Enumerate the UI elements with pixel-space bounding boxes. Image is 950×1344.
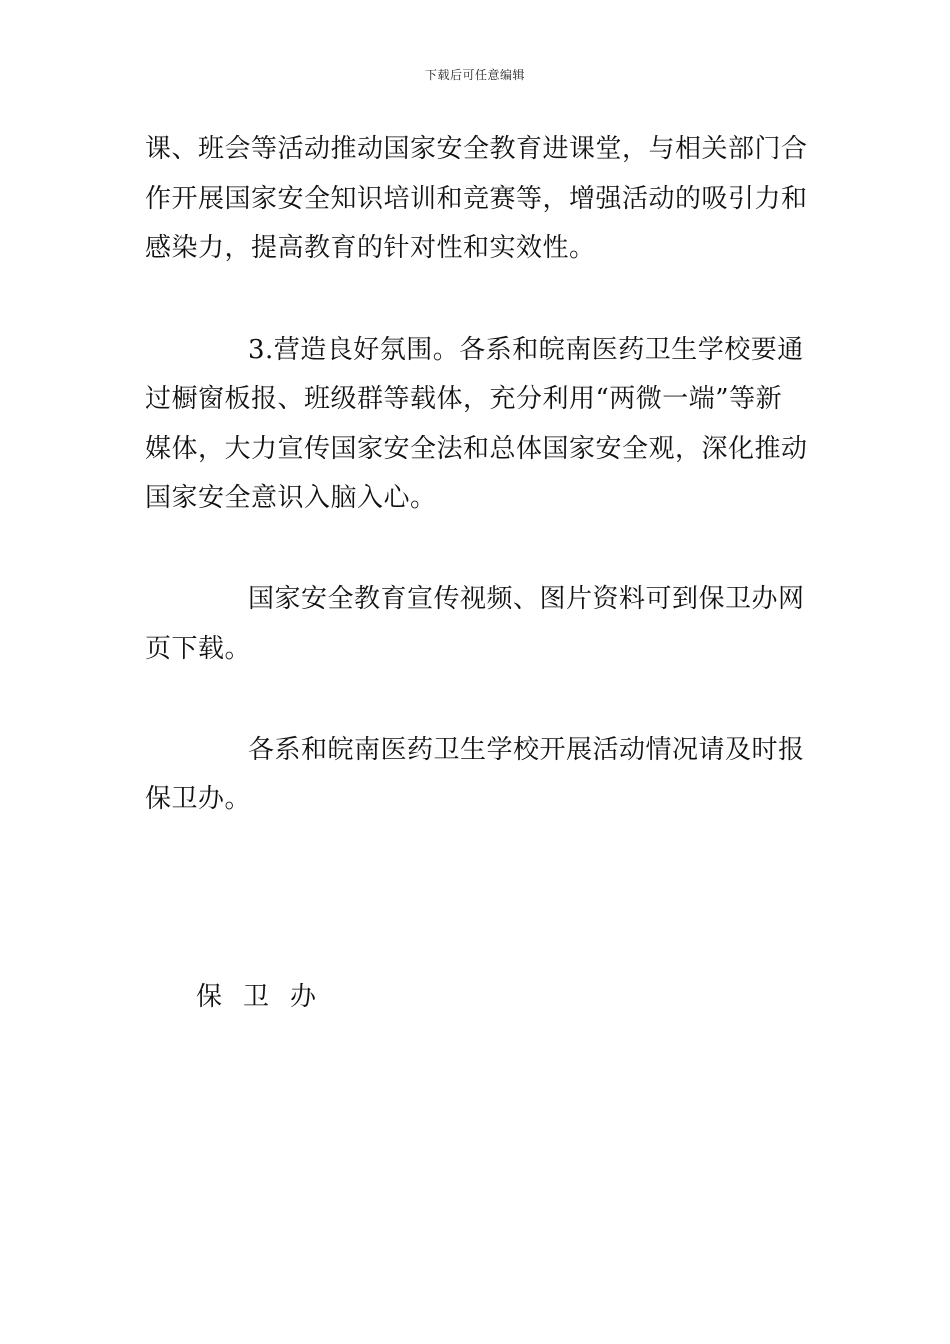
paragraph-line: 页下载。 xyxy=(145,634,252,664)
paragraph-line: 感染力，提高教育的针对性和实效性。 xyxy=(145,233,596,263)
paragraph-line: 3.营造良好氛围。各系和皖南医药卫生学校要通 xyxy=(248,335,804,365)
paragraph-line: 媒体，大力宣传国家安全法和总体国家安全观，深化推动 xyxy=(145,434,808,464)
paragraph-line: 国家安全教育宣传视频、图片资料可到保卫办网 xyxy=(248,584,805,614)
paragraph-line: 保卫办。 xyxy=(145,784,252,814)
signature: 保卫办 xyxy=(196,982,338,1012)
paragraph-line: 作开展国家安全知识培训和竞赛等，增强活动的吸引力和 xyxy=(145,184,808,214)
paragraph-line: 国家安全意识入脑入心。 xyxy=(145,483,437,513)
paragraph-line: 各系和皖南医药卫生学校开展活动情况请及时报 xyxy=(248,735,805,765)
paragraph-line: 课、班会等活动推动国家安全教育进课堂，与相关部门合 xyxy=(145,134,808,164)
page-header: 下载后可任意编辑 xyxy=(424,68,525,82)
paragraph-line: 过橱窗板报、班级群等载体，充分利用“两微一端”等新 xyxy=(145,384,783,414)
